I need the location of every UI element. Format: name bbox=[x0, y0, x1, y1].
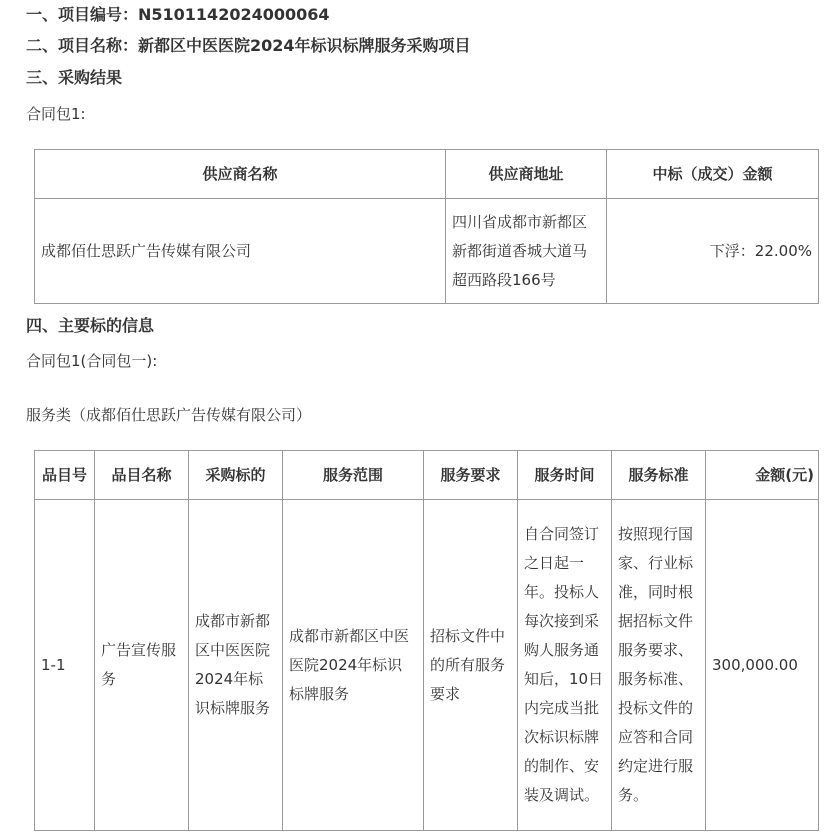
item-name: 广告宣传服务 bbox=[95, 500, 189, 831]
item-no: 1-1 bbox=[35, 500, 95, 831]
project-number: 一、项目编号：N5101142024000064 bbox=[26, 5, 330, 24]
project-name: 二、项目名称：新都区中医医院2024年标识标牌服务采购项目 bbox=[26, 36, 471, 55]
section-procurement-result: 三、采购结果 bbox=[26, 68, 123, 87]
table-row bbox=[35, 199, 819, 304]
item-standard: 按照现行国家、行业标准，同时根据招标文件服务要求、服务标准、投标文件的应答和合同约定进行服务。 bbox=[612, 500, 706, 831]
col-scope: 服务范围 bbox=[283, 451, 424, 500]
table-row bbox=[35, 500, 819, 831]
award-amount: 下浮：22.00% bbox=[607, 199, 819, 304]
item-time: 自合同签订之日起一年。投标人每次接到采购人服务通知后，10日内完成当批次标识标牌的制作、安装及调试。 bbox=[518, 500, 612, 831]
supplier-address: 四川省成都市新都区新都街道香城大道马超西路段166号 bbox=[446, 199, 607, 304]
col-supplier-name: 供应商名称 bbox=[35, 150, 446, 199]
item-scope: 成都市新都区中医医院2024年标识标牌服务 bbox=[283, 500, 424, 831]
col-subject: 采购标的 bbox=[189, 451, 283, 500]
table-header-row bbox=[35, 150, 819, 199]
item-requirement: 招标文件中的所有服务要求 bbox=[424, 500, 518, 831]
col-award-amount: 中标（成交）金额 bbox=[607, 150, 819, 199]
section-main-subject: 四、主要标的信息 bbox=[26, 316, 155, 335]
supplier-name: 成都佰仕思跃广告传媒有限公司 bbox=[35, 199, 446, 304]
col-requirement: 服务要求 bbox=[424, 451, 518, 500]
col-item-no: 品目号 bbox=[35, 451, 95, 500]
col-supplier-address: 供应商地址 bbox=[446, 150, 607, 199]
result-table bbox=[34, 149, 819, 304]
table-header-row bbox=[35, 451, 819, 500]
item-subject: 成都市新都区中医医院2024年标识标牌服务 bbox=[189, 500, 283, 831]
col-time: 服务时间 bbox=[518, 451, 612, 500]
items-table bbox=[34, 450, 819, 831]
col-standard: 服务标准 bbox=[612, 451, 706, 500]
item-amount: 300,000.00 bbox=[706, 500, 819, 831]
package-detail-label: 合同包1(合同包一): bbox=[26, 352, 158, 370]
package-label: 合同包1: bbox=[26, 105, 86, 123]
service-category-label: 服务类（成都佰仕思跃广告传媒有限公司） bbox=[26, 406, 312, 424]
col-item-name: 品目名称 bbox=[95, 451, 189, 500]
col-amount: 金额(元) bbox=[706, 451, 819, 500]
